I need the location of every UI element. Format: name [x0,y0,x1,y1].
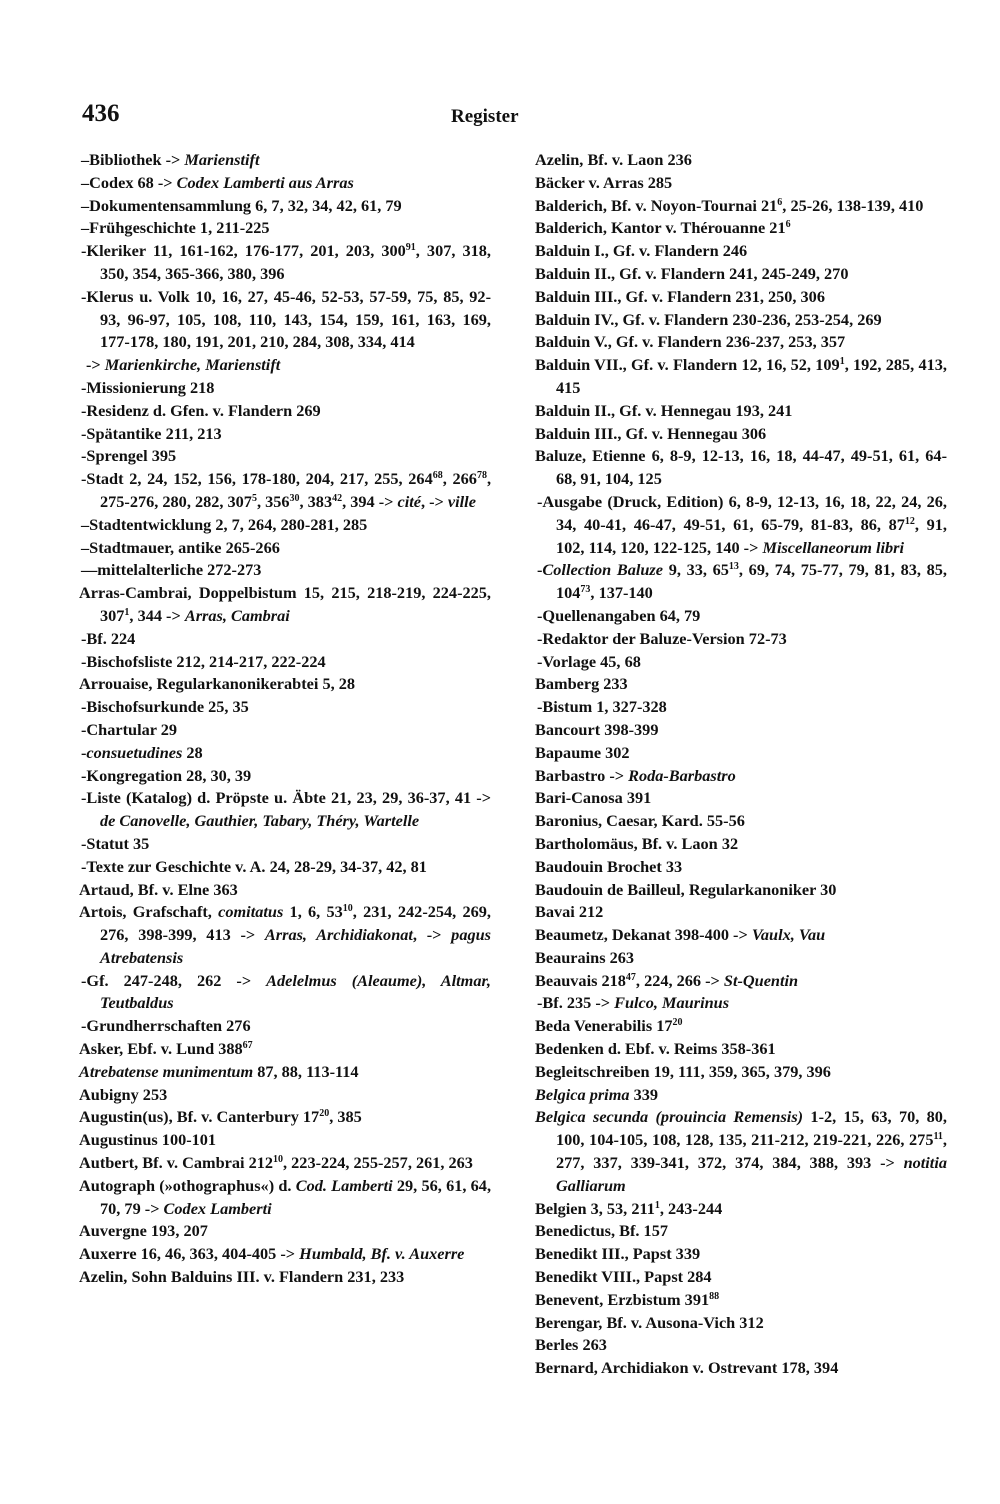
index-entry: Balduin IV., Gf. v. Flandern 230-236, 253-254, 269 [535,309,882,329]
footnote-ref: 1 [654,1199,660,1211]
footnote-ref: 11 [933,1131,943,1143]
footnote-ref: 88 [709,1290,720,1302]
footnote-ref: 1 [124,606,130,618]
index-subentry: -Ausgabe (Druck, Edition) 6, 8-9, 12-13, 16, 18, 22, 24, 26, 34, 40-41, 46-47, 49-51, 61, 65-79, 81-83, 86, $87^{12}$, 91, 102, 114, 120, 122-125, 140 -> Miscellaneorum libri [537,491,948,557]
footnote-ref: 67 [242,1040,253,1052]
index-subentry: -Bistum 1, 327-328 [537,697,667,717]
index-entry: Bamberg 233 [535,674,628,694]
index-subentry: -consuetudines 28 [81,742,203,762]
index-entry: Azelin, Sohn Balduins III. v. Flandern 231, 233 [79,1267,405,1287]
index-entry: Autograph (»othographus«) d. Cod. Lamberti 29, 56, 61, 64, 70, 79 -> Codex Lamberti [79,1175,492,1218]
footnote-ref: 10 [342,903,353,915]
page-number: 436 [82,100,120,127]
index-entry: Bavai 212 [535,902,604,922]
index-entry: Benedikt III., Papst 339 [535,1244,701,1264]
footnote-ref: 42 [332,492,343,504]
index-entry: Bäcker v. Arras 285 [535,172,673,192]
italic-term: Arras, Archidiakonat [264,925,413,945]
index-subentry: -Statut 35 [81,833,150,853]
footnote-ref: 73 [580,584,591,596]
index-subentry: –Codex 68 -> Codex Lamberti aus Arras [81,172,354,192]
index-entry: Artois, Grafschaft, comitatus 1, 6, $53^{10}$, 231, 242-254, 269, 276, 398-399, 413 -> Arras, Archidiakonat, -> pagus Atrebatensis [79,902,491,967]
footnote-ref: 91 [405,242,416,254]
index-column-left [79,149,491,1289]
index-entry: Baluze, Etienne 6, 8-9, 12-13, 16, 18, 44-47, 49-51, 61, 64-68, 91, 104, 125 [535,446,947,489]
index-subentry: -Spätantike 211, 213 [81,423,222,443]
index-column-right [535,149,947,1380]
italic-term: Miscellaneorum libri [762,537,905,557]
index-subentry: -Bischofsliste 212, 214-217, 222-224 [81,651,326,671]
footnote-ref: 30 [289,492,300,504]
italic-term: cité [397,491,421,511]
italic-term: Collection Baluze [542,560,663,580]
index-subentry: -Chartular 29 [81,719,178,739]
index-entry: Beaumetz, Dekanat 398-400 -> Vaulx, Vau [535,925,826,945]
index-subentry: -Bischofsurkunde 25, 35 [81,697,249,717]
index-entry: Beda Venerabilis $17^{20}$ [535,1016,683,1036]
index-entry: Belgica secunda (prouincia Remensis) 1-2, 15, 63, 70, 80, 100, 104-105, 108, 128, 135, 211-212, 219-221, 226, $275^{11}$, 277, 337, 339-341, 372, 374, 384, 388, 393 -> notitia Galliarum [535,1107,947,1195]
index-entry: Augustin(us), Bf. v. Canterbury $17^{20}$, 385 [79,1107,362,1127]
index-entry: Azelin, Bf. v. Laon 236 [535,150,692,169]
index-entry: Berles 263 [535,1335,607,1355]
index-subentry: -Bf. 235 -> Fulco, Maurinus [537,993,730,1013]
index-subentry: –Stadtmauer, antike 265-266 [81,537,280,557]
index-entry: Balderich, Bf. v. Noyon-Tournai $21^6$, 25-26, 138-139, 410 [535,195,924,215]
index-entry: Benedikt VIII., Papst 284 [535,1267,712,1287]
index-entry: Bedenken d. Ebf. v. Reims 358-361 [535,1039,776,1059]
index-entry: Barbastro -> Roda-Barbastro [535,765,736,785]
index-subentry: -> Marienkirche, Marienstift [86,355,281,375]
italic-term: Fulco, Maurinus [614,993,730,1013]
italic-term: consuetudines [86,742,183,762]
index-subentry: -Redaktor der Baluze-Version 72-73 [537,628,787,648]
index-entry: Balduin V., Gf. v. Flandern 236-237, 253, 357 [535,332,846,352]
index-entry: Benedictus, Bf. 157 [535,1221,668,1241]
index-entry: Auxerre 16, 46, 363, 404-405 -> Humbald, Bf. v. Auxerre [79,1244,465,1264]
index-entry: Balduin II., Gf. v. Flandern 241, 245-249, 270 [535,263,849,283]
italic-term: Codex Lamberti aus Arras [176,172,354,192]
index-entry: Balduin I., Gf. v. Flandern 246 [535,241,748,261]
index-entry: Belgica prima 339 [535,1084,659,1104]
index-entry: Auvergne 193, 207 [79,1221,208,1241]
index-entry: Balderich, Kantor v. Thérouanne $21^6$ [535,218,791,238]
index-entry: Balduin VII., Gf. v. Flandern 12, 16, 52, $109^1$, 192, 285, 413, 415 [535,355,947,397]
index-entry: Baudouin de Bailleul, Regularkanoniker 30 [535,879,837,899]
index-entry: Aubigny 253 [79,1084,168,1104]
italic-term: Codex Lamberti [163,1198,272,1218]
italic-term: Roda-Barbastro [628,765,736,785]
index-entry: Balduin II., Gf. v. Hennegau 193, 241 [535,400,793,420]
index-entry: Bapaume 302 [535,742,630,762]
index-entry: Atrebatense munimentum 87, 88, 113-114 [79,1061,359,1081]
index-entry: Bartholomäus, Bf. v. Laon 32 [535,833,739,853]
footnote-ref: 68 [432,470,443,482]
index-subentry: -Quellenangaben 64, 79 [537,605,701,625]
running-head: Register [451,106,519,127]
index-subentry: –Frühgeschichte 1, 211-225 [81,218,270,238]
italic-term: Cod. Lamberti [295,1175,393,1195]
footnote-ref: 20 [672,1017,683,1029]
index-entry: Balduin III., Gf. v. Flandern 231, 250, 306 [535,286,825,306]
footnote-ref: 47 [625,971,636,983]
italic-term: notitia Galliarum [556,1153,947,1195]
footnote-ref: 6 [777,196,783,208]
footnote-ref: 5 [251,492,257,504]
italic-term: Atrebatense munimentum [79,1061,254,1081]
index-entry: Augustinus 100-101 [79,1130,217,1150]
index-entry: Beaurains 263 [535,947,635,967]
italic-term: Belgica prima [535,1084,630,1104]
index-subentry: -Kongregation 28, 30, 39 [81,765,252,785]
index-subentry: –Bibliothek -> Marienstift [81,150,260,169]
index-entry: Asker, Ebf. v. Lund $388^{67}$ [79,1039,253,1059]
index-subentry: -Sprengel 395 [81,446,177,466]
index-subentry: –Dokumentensammlung 6, 7, 32, 34, 42, 61, 79 [81,195,402,215]
italic-term: Marienkirche, Marienstift [104,355,281,375]
index-subentry: -Klerus u. Volk 10, 16, 27, 45-46, 52-53, 57-59, 75, 85, 92-93, 96-97, 105, 108, 110, 143, 154, 159, 161, 163, 169, 177-178, 180, 191, 201, 210, 284, 308, 334, 414 [81,286,491,352]
italic-term: comitatus [218,902,284,922]
index-entry: Baudouin Brochet 33 [535,856,683,876]
index-subentry: -Gf. 247-248, 262 -> Adelelmus (Aleaume), Altmar, Teutbaldus [81,970,491,1013]
index-subentry: -Vorlage 45, 68 [537,651,641,671]
italic-term: St-Quentin [723,970,799,990]
italic-term: Belgica secunda (prouincia Remensis) [535,1107,804,1127]
index-entry: Bancourt 398-399 [535,719,659,739]
index-entry: Artaud, Bf. v. Elne 363 [79,879,238,899]
italic-term: de Canovelle, Gauthier, Tabary, Théry, Wartelle [100,811,420,831]
index-entry: Arrouaise, Regularkanonikerabtei 5, 28 [79,674,356,694]
index-subentry: -Residenz d. Gfen. v. Flandern 269 [81,400,321,420]
italic-term: pagus Atrebatensis [100,925,491,967]
italic-term: Humbald, Bf. v. Auxerre [299,1244,465,1264]
italic-term: Adelelmus (Aleaume), Altmar, Teutbaldus [100,970,491,1013]
index-subentry: -Missionierung 218 [81,377,215,397]
index-entry: Begleitschreiben 19, 111, 359, 365, 379, 396 [535,1061,831,1081]
italic-term: Arras, Cambrai [184,605,290,625]
index-subentry: -Kleriker 11, 161-162, 176-177, 201, 203, $300^{91}$, 307, 318, 350, 354, 365-366, 380, 396 [81,241,491,283]
index-subentry: -Stadt 2, 24, 152, 156, 178-180, 204, 217, 255, $264^{68}$, $266^{78}$, 275-276, 280, 282, $307^5$, $356^{30}$, $383^{42}$, 394 -> cité, -> ville [81,469,492,511]
italic-term: ville [447,491,476,511]
italic-term: Vaulx, Vau [751,925,826,945]
index-entry: Bari-Canosa 391 [535,788,652,808]
footnote-ref: 1 [839,356,845,368]
index-entry: Beauvais $218^{47}$, 224, 266 -> St-Quentin [535,970,799,990]
footnote-ref: 78 [476,470,487,482]
index-entry: Autbert, Bf. v. Cambrai $212^{10}$, 223-224, 255-257, 261, 263 [79,1153,473,1173]
index-entry: Benevent, Erzbistum $391^{88}$ [535,1289,720,1309]
footnote-ref: 10 [273,1154,284,1166]
index-subentry: -Bf. 224 [81,628,136,648]
index-entry: Baronius, Caesar, Kard. 55-56 [535,811,745,831]
index-subentry: –Stadtentwicklung 2, 7, 264, 280-281, 285 [81,514,368,534]
index-entry: Balduin III., Gf. v. Hennegau 306 [535,423,767,443]
index-entry: Belgien 3, 53, $211^1$, 243-244 [535,1198,723,1218]
index-entry: Berengar, Bf. v. Ausona-Vich 312 [535,1312,764,1332]
index-subentry: —mittelalterliche 272-273 [81,560,262,580]
index-entry: Bernard, Archidiakon v. Ostrevant 178, 394 [535,1358,839,1378]
italic-term: Marienstift [184,150,260,169]
index-entry: Arras-Cambrai, Doppelbistum 15, 215, 218-219, 224-225, $307^1$, 344 -> Arras, Cambrai [79,583,491,625]
index-subentry: -Grundherrschaften 276 [81,1016,251,1036]
index-subentry: -Collection Baluze 9, 33, $65^{13}$, 69, 74, 75-77, 79, 81, 83, 85, $104^{73}$, 137-140 [537,560,947,603]
footnote-ref: 12 [904,515,915,527]
footnote-ref: 13 [728,561,739,573]
index-subentry: -Texte zur Geschichte v. A. 24, 28-29, 34-37, 42, 81 [81,856,427,876]
index-subentry: -Liste (Katalog) d. Pröpste u. Äbte 21, 23, 29, 36-37, 41 -> de Canovelle, Gauthier, Tabary, Théry, Wartelle [81,788,491,831]
footnote-ref: 20 [319,1108,330,1120]
footnote-ref: 6 [785,219,791,231]
